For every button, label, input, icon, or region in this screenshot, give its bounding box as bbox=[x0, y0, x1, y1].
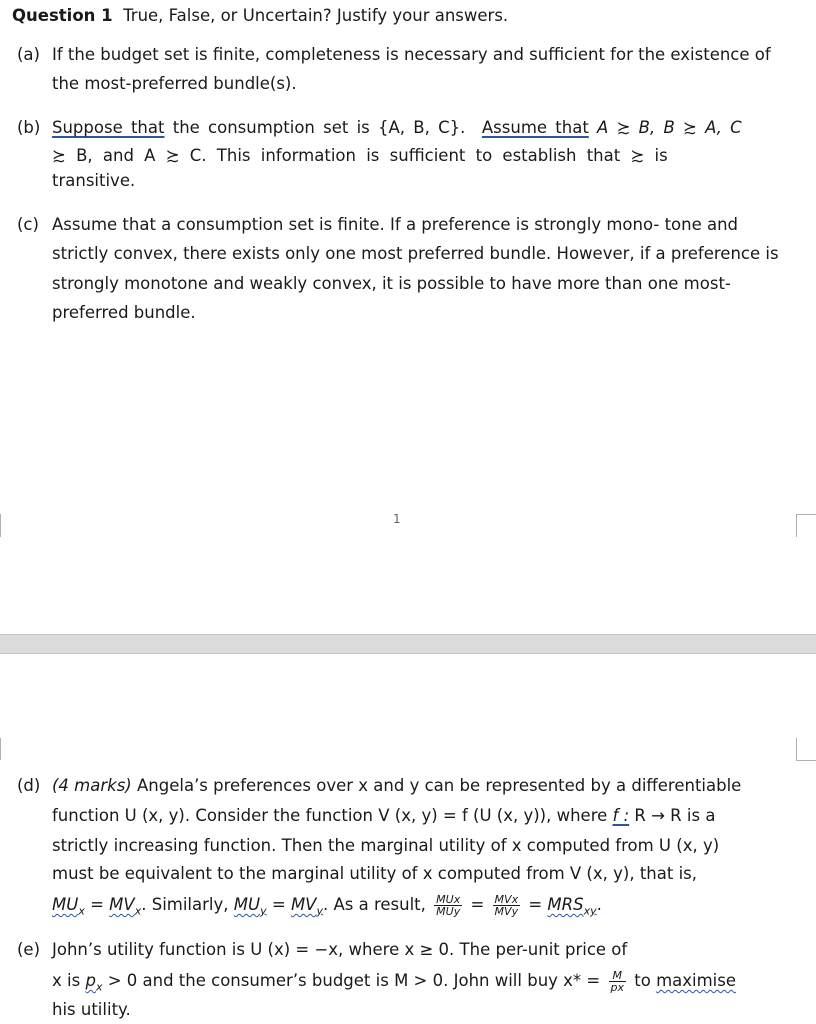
fraction-mv: $\frac{\text{MVx}}{\text{MVy}}$ bbox=[494, 893, 519, 918]
part-e-text-c: to bbox=[634, 971, 651, 990]
part-b-label: (b) bbox=[17, 118, 41, 137]
part-e-line-1: John’s utility function is U (x) = −x, where x ≥ 0. The per-unit price of bbox=[52, 940, 628, 959]
part-c-line-2: strictly convex, there exists only one most preferred bundle. However, if a preference is bbox=[52, 244, 779, 263]
part-e-label: (e) bbox=[17, 940, 41, 959]
part-b-text-1: the consumption set is {A, B, C}. bbox=[172, 118, 466, 137]
part-b-text-2: A ≿ B, B ≿ A, C bbox=[597, 118, 742, 137]
page-separator bbox=[0, 634, 816, 654]
mu-x: $MU_x$ bbox=[52, 895, 85, 918]
page-number: 1 bbox=[393, 512, 401, 526]
assume-text: Assume that bbox=[481, 118, 589, 137]
part-e-line-2 bbox=[52, 970, 736, 997]
part-b-line-1 bbox=[52, 118, 742, 138]
crop-mark-right bbox=[796, 514, 816, 537]
mv-x: $MV_x$ bbox=[109, 895, 142, 918]
function-f: f : bbox=[612, 806, 630, 825]
part-c-line-1: Assume that a consumption set is finite. If a preference is strongly mono- tone and bbox=[52, 215, 739, 234]
part-d-line-4: must be equivalent to the marginal utility of x computed from V (x, y), that is, bbox=[52, 864, 697, 883]
part-e-text-b: > 0 and the consumer’s budget is M > 0. John will buy x* = bbox=[107, 971, 601, 990]
part-c-line-3: strongly monotone and weakly convex, it is possible to have more than one most- bbox=[52, 274, 731, 293]
crop-mark-left bbox=[0, 514, 1, 537]
part-a-label: (a) bbox=[17, 45, 40, 64]
part-b-line-3: transitive. bbox=[52, 171, 136, 190]
mv-y: $MV_y$ bbox=[290, 895, 323, 918]
part-d-line-3: strictly increasing function. Then the marginal utility of x computed from U (x, y) bbox=[52, 836, 720, 855]
part-d-line-2-text: function U (x, y). Consider the function V (x, y) = f (U (x, y)), where bbox=[52, 806, 608, 825]
similarly-text: Similarly, bbox=[151, 895, 229, 914]
part-a-line-1: If the budget set is finite, completeness is necessary and sufficient for the existence of bbox=[52, 45, 771, 64]
part-b-line-2: ≿ B, and A ≿ C. This information is sufficient to establish that ≿ is bbox=[52, 146, 668, 165]
part-c-label: (c) bbox=[17, 215, 39, 234]
part-d-line-5: $MU_x = MV_x$. Similarly, $MU_y = MV_y$. As a result, $\frac{\text{MUx}}{\text{MUy}}$ = $\frac{\text{MVx}}{\text{MVy}}$ = $MRS_{xy}$. bbox=[52, 893, 602, 918]
part-a-line-2: the most-preferred bundle(s). bbox=[52, 74, 297, 93]
part-e-line-3: his utility. bbox=[52, 1000, 131, 1019]
question-prompt: True, False, or Uncertain? Justify your answers. bbox=[123, 6, 509, 25]
part-d-line-1-rest: Angela’s preferences over x and y can be represented by a differentiable bbox=[137, 776, 742, 795]
document-page-2 bbox=[0, 654, 816, 1024]
fraction-mu: $\frac{\text{MUx}}{\text{MUy}}$ bbox=[436, 893, 461, 918]
as-result-text: As a result, bbox=[333, 895, 426, 914]
part-d-marks: (4 marks) bbox=[52, 776, 132, 795]
mu-y: $MU_y$ bbox=[233, 895, 267, 918]
part-d-line-1 bbox=[52, 776, 741, 796]
crop-mark-right-2 bbox=[796, 738, 816, 761]
question-heading bbox=[12, 6, 508, 26]
part-d-line-2 bbox=[52, 806, 715, 826]
question-number: Question 1 bbox=[12, 6, 113, 25]
mrs-xy: $MRS_{xy}$ bbox=[547, 895, 597, 918]
part-d-line-2-end: R → R is a bbox=[634, 806, 716, 825]
part-d-label: (d) bbox=[17, 776, 41, 795]
part-c-line-4: preferred bundle. bbox=[52, 303, 196, 322]
suppose-text: Suppose that bbox=[52, 118, 165, 137]
crop-mark-left-2 bbox=[0, 738, 1, 760]
maximise-word: maximise bbox=[656, 971, 737, 990]
price-px: $p_x$ bbox=[85, 971, 103, 994]
part-e-text-a: x is bbox=[52, 971, 81, 990]
fraction-m-over-px: $\frac{M}{px}$ bbox=[610, 969, 624, 994]
